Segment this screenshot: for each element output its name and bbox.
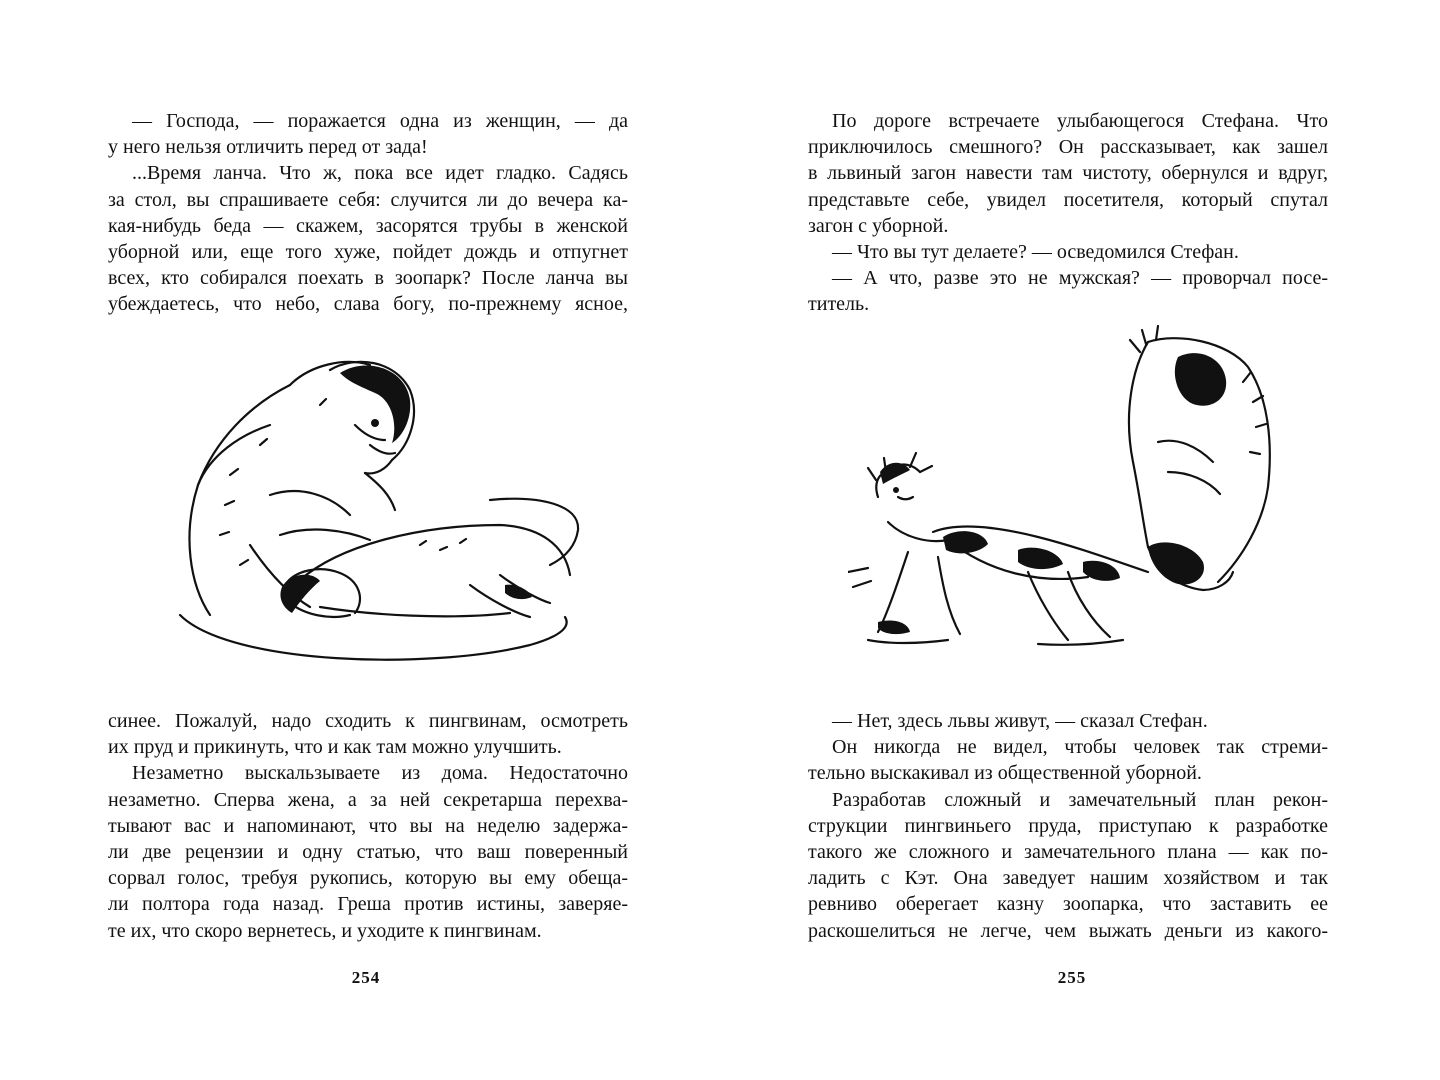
text-line: ревниво оберегает казну зоопарка, что заставить ее bbox=[808, 893, 1328, 916]
text-line: убеждаетесь, что небо, слава богу, по-прежнему ясное, bbox=[108, 293, 628, 316]
text-line: сорвал голос, требуя рукопись, которую вы ему обеща- bbox=[108, 867, 628, 890]
paragraph bbox=[808, 708, 1328, 734]
text-line: за стол, вы спрашиваете себя: случится ли до вечера ка- bbox=[108, 188, 628, 211]
text-line: всех, кто собирался поехать в зоопарк? После ланча вы bbox=[108, 267, 628, 290]
page-number-left: 254 bbox=[351, 968, 381, 987]
kitten-illustration bbox=[848, 322, 1288, 682]
text-line: Незаметно выскальзываете из дома. Недостаточно bbox=[132, 762, 628, 785]
text-line: — А что, разве это не мужская? — проворчал посе- bbox=[832, 267, 1328, 290]
kitten-and-animal-drawing bbox=[848, 322, 1288, 682]
right-page bbox=[720, 0, 1440, 1080]
right-top-text bbox=[808, 108, 1328, 318]
text-line: ладить с Кэт. Она заведует нашим хозяйством и так bbox=[808, 867, 1328, 890]
text-line: — Что вы тут делаете? — осведомился Стефан. bbox=[832, 241, 1239, 264]
text-line: ...Время ланча. Что ж, пока все идет гладко. Садясь bbox=[132, 162, 628, 185]
right-bottom-text bbox=[808, 708, 1328, 944]
text-line: загон с уборной. bbox=[808, 214, 949, 237]
text-line: у него нельзя отличить перед от зада! bbox=[108, 136, 428, 159]
left-top-text bbox=[108, 108, 628, 318]
text-line: титель. bbox=[808, 293, 870, 316]
monkeys-illustration bbox=[170, 345, 590, 675]
monkeys-drawing bbox=[170, 345, 590, 675]
paragraph bbox=[108, 160, 628, 317]
paragraph bbox=[808, 108, 1328, 239]
paragraph bbox=[808, 734, 1328, 786]
text-line: ли две рецензии и одну статью, что ваш поверенный bbox=[108, 841, 628, 864]
text-line: — Господа, — поражается одна из женщин, — да bbox=[132, 110, 628, 132]
paragraph bbox=[808, 265, 1328, 317]
text-line: струкции пингвиньего пруда, приступаю к разработке bbox=[808, 814, 1328, 837]
text-line: незаметно. Сперва жена, а за ней секретарша перехва- bbox=[108, 788, 628, 811]
text-line: тельно выскакивал из общественной уборной. bbox=[808, 762, 1202, 785]
paragraph bbox=[108, 708, 628, 760]
text-line: их пруд и прикинуть, что и как там можно улучшить. bbox=[108, 736, 562, 759]
text-line: тывают вас и напоминают, что вы на неделю задержа- bbox=[108, 814, 628, 837]
paragraph bbox=[108, 108, 628, 160]
page-number-right: 255 bbox=[1057, 968, 1087, 987]
text-line: Разработав сложный и замечательный план рекон- bbox=[832, 788, 1328, 811]
text-line: уборной или, еще того хуже, пойдет дождь и отпугнет bbox=[108, 241, 628, 264]
text-line: такого же сложного и замечательного плана — как по- bbox=[808, 841, 1328, 864]
text-line: ли полтора года назад. Греша против истины, заверяе- bbox=[108, 893, 628, 916]
text-line: — Нет, здесь львы живут, — сказал Стефан. bbox=[832, 710, 1208, 732]
paragraph bbox=[808, 787, 1328, 944]
text-line: По дороге встречаете улыбающегося Стефана. Что bbox=[832, 110, 1328, 132]
text-line: Он никогда не видел, чтобы человек так стреми- bbox=[832, 736, 1328, 759]
text-line: приключилось смешного? Он рассказывает, как зашел bbox=[808, 136, 1328, 159]
text-line: в львиный загон навести там чистоту, обернулся и вдруг, bbox=[808, 162, 1328, 185]
text-line: те их, что скоро вернетесь, и уходите к пингвинам. bbox=[108, 919, 542, 942]
left-bottom-text bbox=[108, 708, 628, 944]
text-line: представьте себе, увидел посетителя, который спутал bbox=[808, 188, 1328, 211]
paragraph bbox=[808, 239, 1328, 265]
paragraph bbox=[108, 760, 628, 943]
text-line: кая-нибудь беда — скажем, засорятся трубы в женской bbox=[108, 214, 628, 237]
text-line: синее. Пожалуй, надо сходить к пингвинам, осмотреть bbox=[108, 710, 628, 732]
text-line: раскошелиться не легче, чем выжать деньги из какого- bbox=[808, 919, 1328, 942]
